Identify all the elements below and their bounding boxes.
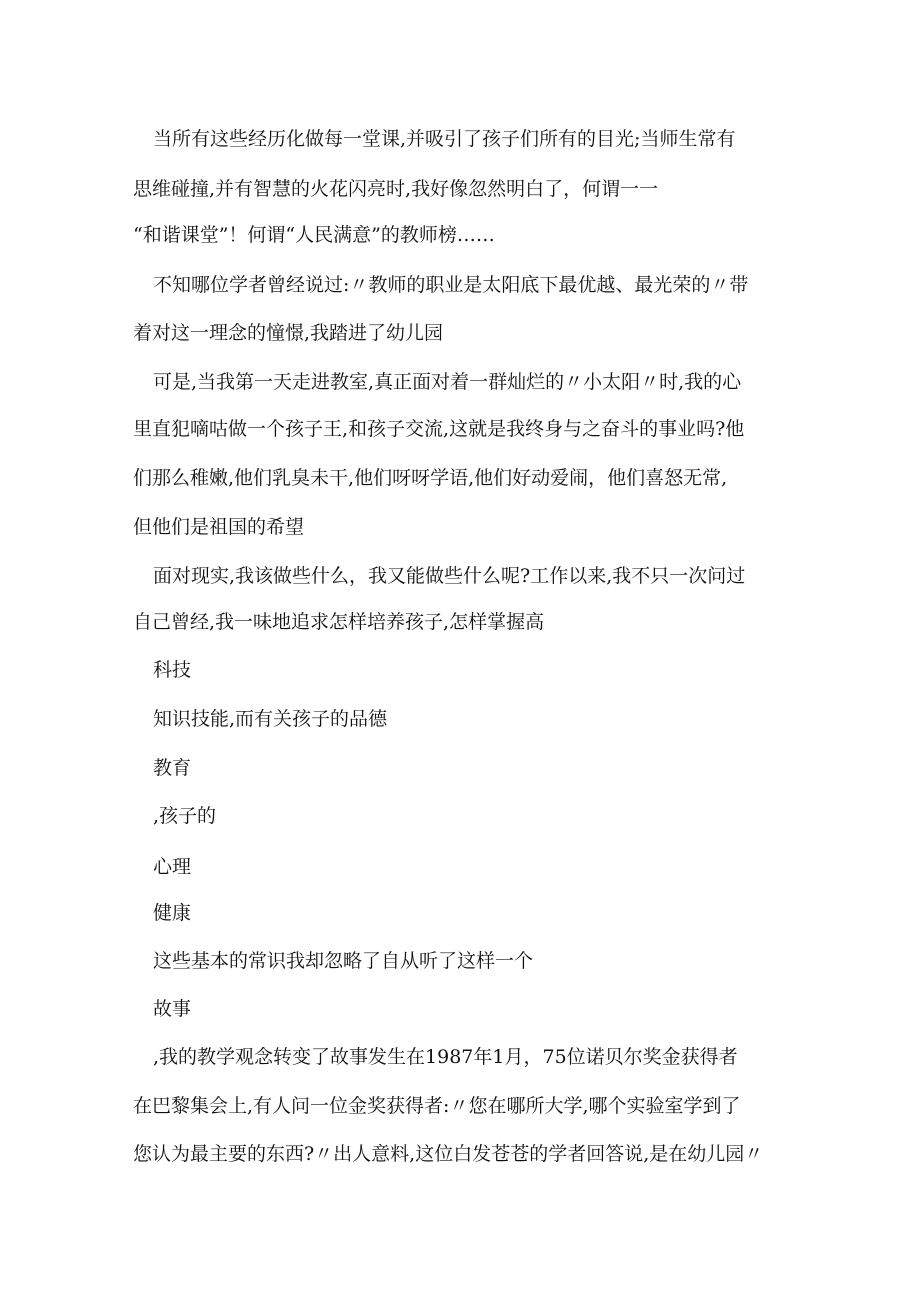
paragraph-line: 故事 <box>153 998 192 1020</box>
paragraph-line: 教育 <box>153 757 192 779</box>
paragraph-line: 们那么稚嫩,他们乳臭未干,他们呀呀学语,他们好动爱闹，他们喜怒无常, <box>133 467 728 489</box>
paragraph-line: 心理 <box>153 856 192 878</box>
paragraph-line: 您认为最主要的东西?〃出人意料,这位白发苍苍的学者回答说,是在幼儿园〃 <box>133 1143 764 1165</box>
paragraph-line: 当所有这些经历化做每一堂课,并吸引了孩子们所有的目光;当师生常有 <box>153 128 736 150</box>
paragraph-line: 可是,当我第一天走进教室,真正面对着一群灿烂的〃小太阳〃时,我的心 <box>153 371 742 393</box>
paragraph-line: “和谐课堂”！何谓“人民满意”的教师榜…… <box>133 224 495 246</box>
paragraph-line: 在巴黎集会上,有人问一位金奖获得者:〃您在哪所大学,哪个实验室学到了 <box>133 1095 741 1117</box>
paragraph-line: 但他们是祖国的希望 <box>133 516 305 538</box>
paragraph-line: 这些基本的常识我却忽略了自从听了这样一个 <box>153 950 534 972</box>
paragraph-line: ,孩子的 <box>153 805 217 827</box>
paragraph-line: 着对这一理念的憧憬,我踏进了幼儿园 <box>133 322 444 344</box>
paragraph-line: 思维碰撞,并有智慧的火花闪亮时,我好像忽然明白了，何谓一一 <box>133 178 659 200</box>
paragraph-line: 面对现实,我该做些什么，我又能做些什么呢?工作以来,我不只一次问过 <box>153 565 746 587</box>
paragraph-line: 自己曾经,我一味地追求怎样培养孩子,怎样掌握高 <box>133 611 545 633</box>
paragraph-line: ,我的教学观念转变了故事发生在1987年1月，75位诺贝尔奖金获得者 <box>153 1046 738 1068</box>
paragraph-line: 里直犯嘀咕做一个孩子王,和孩子交流,这就是我终身与之奋斗的事业吗?他 <box>133 418 745 440</box>
paragraph-line: 健康 <box>153 902 192 924</box>
paragraph-line: 科技 <box>153 659 192 681</box>
paragraph-line: 不知哪位学者曾经说过:〃教师的职业是太阳底下最优越、最光荣的〃带 <box>153 274 749 296</box>
paragraph-line: 知识技能,而有关孩子的品德 <box>153 708 388 730</box>
